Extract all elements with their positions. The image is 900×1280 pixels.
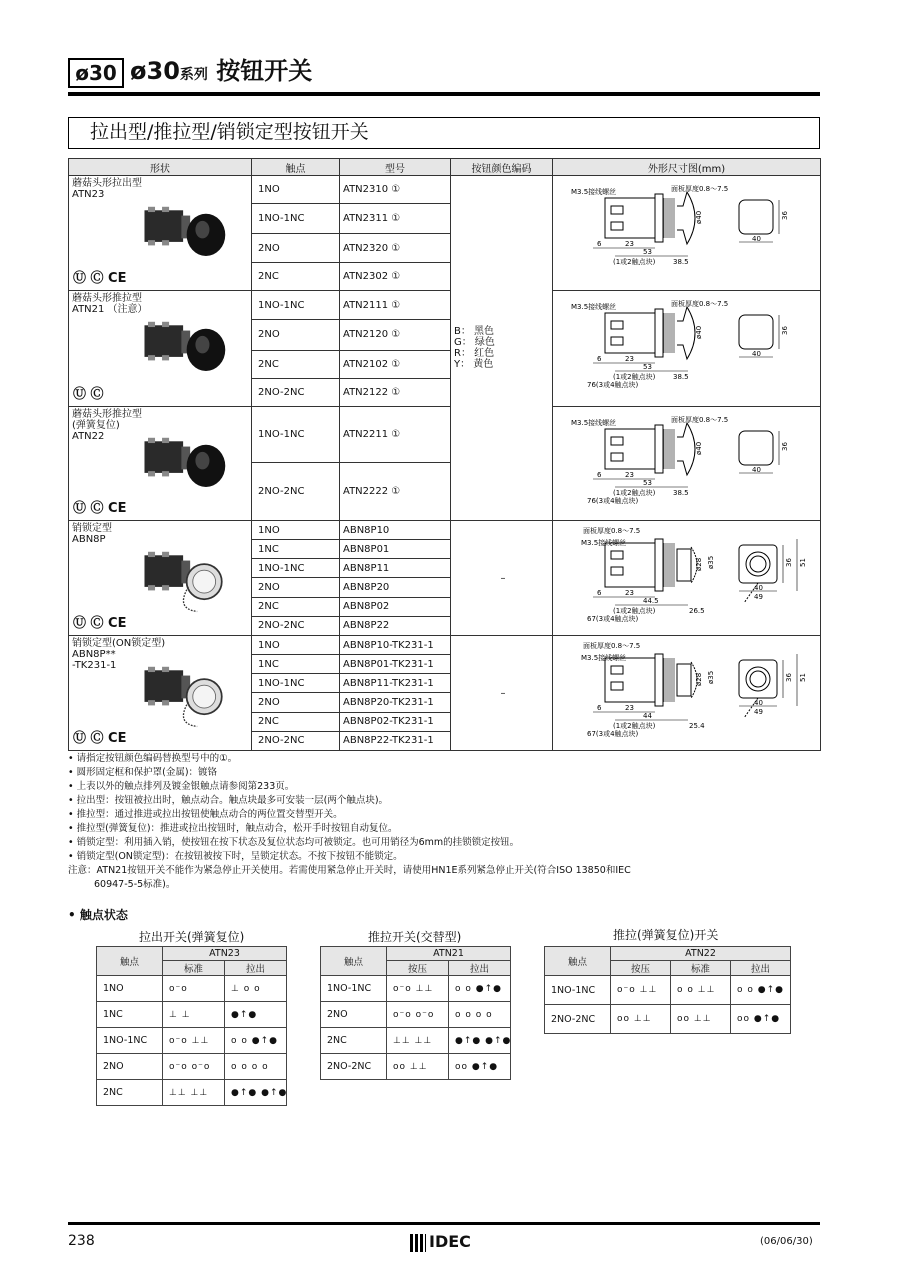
contact-cell: 2NC: [252, 712, 340, 731]
svg-text:M3.5接线螺丝: M3.5接线螺丝: [571, 303, 617, 311]
svg-text:23: 23: [625, 355, 634, 363]
contact-cell: 1NO: [252, 176, 340, 204]
svg-text:23: 23: [625, 240, 634, 248]
page-number: 238: [68, 1233, 95, 1249]
svg-text:(1或2触点块): (1或2触点块): [613, 489, 656, 497]
contact-label: 触点: [97, 947, 163, 976]
contact-cell: 1NC: [252, 540, 340, 559]
model-cell: ABN8P22: [340, 616, 451, 635]
contact-cell: 2NO-2NC: [252, 463, 340, 521]
shape-name: 销锁定型(ON锁定型) ABN8P** -TK231-1: [72, 638, 166, 671]
svg-text:67(3或4触点块): 67(3或4触点块): [587, 615, 639, 623]
cert-marks: Ⓤ Ⓒ CE: [73, 731, 127, 746]
cs-title-atn21: 推拉开关(交替型): [368, 930, 462, 944]
cert-marks: Ⓤ Ⓒ CE: [73, 616, 127, 631]
contact-state-heading: • 触点状态: [68, 908, 128, 922]
title-series: 系列: [179, 67, 208, 83]
svg-text:6: 6: [597, 240, 602, 248]
contact-label: 触点: [321, 947, 387, 976]
contact-symbol: oo ⊥⊥: [387, 1054, 449, 1080]
shape-name: 蘑菇头形推拉型 ATN21 （注意）: [72, 293, 148, 315]
table-row: [321, 1002, 511, 1028]
svg-text:ø40: ø40: [695, 441, 703, 455]
title-name: 按钮开关: [216, 57, 313, 85]
svg-text:6: 6: [597, 589, 602, 597]
dimension-drawing-cell: [553, 407, 821, 521]
shape-name: 蘑菇头形拉出型 ATN23: [72, 178, 142, 200]
svg-text:(1或2触点块): (1或2触点块): [613, 258, 656, 266]
contact-symbol: ⊥ o o: [225, 976, 287, 1002]
note-line: 60947-5-5标准)。: [94, 879, 176, 890]
cert-marks: Ⓤ Ⓒ CE: [73, 271, 127, 286]
svg-text:36: 36: [785, 673, 793, 682]
cert-marks: Ⓤ Ⓒ CE: [73, 501, 127, 516]
contact-symbol: o⁻o ⊥⊥: [387, 976, 449, 1002]
contact-symbol: ⊥ ⊥: [163, 1002, 225, 1028]
note-line: 注意：ATN21按钮开关不能作为紧急停止开关使用。若需使用紧急停止开关时，请使用HN1E系列紧急停止开关(符合ISO 13850和IEC: [68, 865, 631, 876]
state-header: 拉出: [225, 961, 287, 976]
table-row: [97, 1002, 287, 1028]
model-cell: ABN8P11-TK231-1: [340, 674, 451, 693]
model-cell: ATN2222 ①: [340, 463, 451, 521]
dimension-drawing: [553, 521, 821, 635]
contact-table-atn22: [544, 946, 791, 1034]
cs-title-atn23: 拉出开关(弹簧复位): [139, 930, 245, 944]
color-code-dash: –: [451, 636, 553, 751]
svg-text:36: 36: [785, 558, 793, 567]
svg-text:面板厚度0.8～7.5: 面板厚度0.8～7.5: [671, 185, 729, 193]
svg-text:ø28: ø28: [695, 672, 703, 686]
product-photo: [129, 658, 239, 730]
model-cell: ABN8P22-TK231-1: [340, 731, 451, 750]
state-header: 拉出: [449, 961, 511, 976]
contact-cell: 1NO-1NC: [252, 559, 340, 578]
contact-cell: 2NO: [252, 320, 340, 350]
contact-cell: 1NO-1NC: [252, 674, 340, 693]
contact-type: 2NO-2NC: [545, 1005, 611, 1034]
svg-text:36: 36: [781, 326, 789, 335]
model-cell: ATN2211 ①: [340, 407, 451, 463]
dimension-drawing-cell: [553, 291, 821, 407]
model-cell: ABN8P01-TK231-1: [340, 655, 451, 674]
color-code-cell: B： 黑色 G： 绿色 R： 红色 Y： 黄色: [451, 176, 553, 521]
model-cell: ABN8P20: [340, 578, 451, 597]
note-line: • 拉出型：按钮被拉出时，触点动合。触点块最多可安装一层(两个触点块)。: [68, 795, 389, 806]
svg-text:面板厚度0.8～7.5: 面板厚度0.8～7.5: [583, 642, 641, 650]
svg-text:51: 51: [799, 673, 807, 682]
svg-text:25.4: 25.4: [689, 722, 705, 730]
state-header: 拉出: [731, 961, 791, 976]
svg-text:23: 23: [625, 704, 634, 712]
svg-text:53: 53: [643, 363, 652, 371]
table-row: [97, 1054, 287, 1080]
contact-cell: 1NC: [252, 655, 340, 674]
model-cell: ABN8P10-TK231-1: [340, 636, 451, 655]
svg-text:53: 53: [643, 479, 652, 487]
contact-cell: 2NC: [252, 597, 340, 616]
svg-text:ø28: ø28: [695, 557, 703, 571]
table-row: [97, 976, 287, 1002]
contact-symbol: o o ●↑●: [449, 976, 511, 1002]
table-row: [97, 1028, 287, 1054]
svg-text:49: 49: [754, 593, 763, 601]
svg-text:36: 36: [781, 211, 789, 220]
shape-name: 销锁定型 ABN8P: [72, 523, 112, 545]
col-header-shape: 形状: [69, 159, 252, 176]
svg-text:ø35: ø35: [707, 555, 715, 569]
model-cell: ATN2310 ①: [340, 176, 451, 204]
contact-label: 触点: [545, 947, 611, 976]
model-header: ATN22: [611, 947, 791, 961]
svg-text:面板厚度0.8～7.5: 面板厚度0.8～7.5: [583, 527, 641, 535]
contact-symbol: oo ⊥⊥: [671, 1005, 731, 1034]
svg-text:49: 49: [754, 708, 763, 716]
table-row: [69, 521, 821, 540]
svg-text:(1或2触点块): (1或2触点块): [613, 722, 656, 730]
contact-symbol: o⁻o ⊥⊥: [611, 976, 671, 1005]
contact-symbol: o o o o: [225, 1054, 287, 1080]
dimension-drawing: [553, 636, 821, 750]
dimension-drawing-cell: [553, 636, 821, 751]
svg-text:M3.5接线螺丝: M3.5接线螺丝: [581, 539, 627, 547]
model-cell: ABN8P10: [340, 521, 451, 540]
product-photo: [129, 313, 239, 385]
svg-text:ø40: ø40: [695, 210, 703, 224]
idec-logo: IDEC: [410, 1232, 471, 1252]
contact-symbol: oo ●↑●: [731, 1005, 791, 1034]
svg-text:6: 6: [597, 471, 602, 479]
svg-text:6: 6: [597, 355, 602, 363]
contact-cell: 2NC: [252, 350, 340, 378]
shape-name: 蘑菇头形推拉型 (弹簧复位) ATN22: [72, 409, 142, 442]
contact-type: 2NC: [321, 1028, 387, 1054]
svg-text:67(3或4触点块): 67(3或4触点块): [587, 730, 639, 738]
contact-symbol: o⁻o: [163, 976, 225, 1002]
note-line: • 推拉型：通过推进或拉出按钮使触点动合的两位置交替型开关。: [68, 809, 343, 820]
model-cell: ABN8P02: [340, 597, 451, 616]
contact-symbol: ●↑● ●↑●: [225, 1080, 287, 1106]
table-row: [545, 1005, 791, 1034]
model-cell: ATN2122 ①: [340, 378, 451, 406]
contact-symbol: ⊥⊥ ⊥⊥: [387, 1028, 449, 1054]
table-row: [97, 1080, 287, 1106]
table-row: [321, 1028, 511, 1054]
col-header-model: 型号: [340, 159, 451, 176]
contact-symbol: o o ●↑●: [225, 1028, 287, 1054]
svg-text:M3.5接线螺丝: M3.5接线螺丝: [581, 654, 627, 662]
contact-symbol: o o ●↑●: [731, 976, 791, 1005]
title-main: ø30: [130, 57, 180, 85]
model-cell: ATN2320 ①: [340, 234, 451, 262]
model-cell: ATN2102 ①: [340, 350, 451, 378]
state-header: 按压: [387, 961, 449, 976]
model-cell: ATN2302 ①: [340, 262, 451, 290]
shape-cell: [69, 176, 252, 291]
svg-text:40: 40: [752, 350, 761, 358]
svg-text:76(3或4触点块): 76(3或4触点块): [587, 497, 639, 505]
svg-text:(1或2触点块): (1或2触点块): [613, 373, 656, 381]
contact-symbol: o⁻o o⁻o: [163, 1054, 225, 1080]
table-row: [69, 291, 821, 320]
note-line: • 推拉型(弹簧复位)：推进或拉出按钮时，触点动合，松开手时按钮自动复位。: [68, 823, 398, 834]
shape-cell: [69, 407, 252, 521]
contact-symbol: o⁻o o⁻o: [387, 1002, 449, 1028]
contact-cell: 2NC: [252, 262, 340, 290]
svg-text:面板厚度0.8～7.5: 面板厚度0.8～7.5: [671, 416, 729, 424]
contact-symbol: o⁻o ⊥⊥: [163, 1028, 225, 1054]
svg-text:44.5: 44.5: [643, 597, 659, 605]
table-row: [545, 976, 791, 1005]
section-title: 拉出型/推拉型/销锁定型按钮开关: [90, 121, 369, 143]
svg-text:6: 6: [597, 704, 602, 712]
contact-symbol: ●↑●: [225, 1002, 287, 1028]
svg-text:51: 51: [799, 558, 807, 567]
model-cell: ABN8P20-TK231-1: [340, 693, 451, 712]
svg-text:53: 53: [643, 248, 652, 256]
contact-cell: 2NO-2NC: [252, 378, 340, 406]
contact-type: 1NO: [97, 976, 163, 1002]
svg-text:(1或2触点块): (1或2触点块): [613, 607, 656, 615]
table-row: [69, 636, 821, 655]
dimension-drawing: [553, 176, 821, 290]
contact-symbol: ⊥⊥ ⊥⊥: [163, 1080, 225, 1106]
contact-symbol: o o o o: [449, 1002, 511, 1028]
svg-text:44: 44: [643, 712, 652, 720]
note-line: • 请指定按钮颜色编码替换型号中的①。: [68, 753, 238, 764]
model-cell: ATN2120 ①: [340, 320, 451, 350]
model-cell: ATN2111 ①: [340, 291, 451, 320]
contact-cell: 1NO-1NC: [252, 204, 340, 234]
contact-type: 1NO-1NC: [545, 976, 611, 1005]
table-row: [69, 407, 821, 463]
svg-text:26.5: 26.5: [689, 607, 705, 615]
contact-cell: 2NO: [252, 693, 340, 712]
cert-marks: Ⓤ Ⓒ: [73, 387, 104, 402]
contact-table-atn21: [320, 946, 511, 1080]
contact-type: 2NC: [97, 1080, 163, 1106]
dimension-drawing-cell: [553, 521, 821, 636]
contact-type: 1NO-1NC: [97, 1028, 163, 1054]
product-photo: [129, 429, 239, 501]
contact-type: 1NC: [97, 1002, 163, 1028]
dimension-drawing-cell: [553, 176, 821, 291]
contact-symbol: ●↑● ●↑●: [449, 1028, 511, 1054]
col-header-color: 按钮颜色编码: [451, 159, 553, 176]
svg-text:40: 40: [752, 466, 761, 474]
svg-text:40: 40: [754, 584, 763, 592]
model-cell: ABN8P02-TK231-1: [340, 712, 451, 731]
contact-cell: 2NO: [252, 578, 340, 597]
note-line: • 销锁定型(ON锁定型)：在按钮被按下时，呈锁定状态。不按下按钮不能锁定。: [68, 851, 403, 862]
table-row: [69, 176, 821, 204]
notes: [68, 752, 820, 892]
shape-cell: [69, 521, 252, 636]
state-header: 标准: [671, 961, 731, 976]
cs-title-atn22: 推拉(弹簧复位)开关: [613, 928, 719, 942]
contact-cell: 1NO-1NC: [252, 291, 340, 320]
contact-type: 2NO-2NC: [321, 1054, 387, 1080]
note-line: • 圆形固定框和保护罩(金属)：镀铬: [68, 767, 218, 778]
table-row: [321, 976, 511, 1002]
page-title: [130, 56, 312, 90]
svg-text:M3.5接线螺丝: M3.5接线螺丝: [571, 188, 617, 196]
contact-type: 2NO: [97, 1054, 163, 1080]
series-badge: ø30: [68, 58, 124, 88]
contact-symbol: oo ⊥⊥: [611, 1005, 671, 1034]
shape-cell: [69, 636, 252, 751]
print-date: (06/06/30): [760, 1236, 813, 1247]
model-header: ATN23: [163, 947, 287, 961]
model-cell: ABN8P01: [340, 540, 451, 559]
dimension-drawing: [553, 291, 821, 406]
contact-cell: 2NO-2NC: [252, 616, 340, 635]
note-line: • 销锁定型：利用插入销，使按钮在按下状态及复位状态均可被锁定。也可用销径为6mm的挂锁锁定按钮。: [68, 837, 520, 848]
state-header: 标准: [163, 961, 225, 976]
contact-type: 1NO-1NC: [321, 976, 387, 1002]
note-line: • 上表以外的触点排列及镀金银触点请参阅第233页。: [68, 781, 295, 792]
footer-rule: [68, 1222, 820, 1225]
contact-symbol: oo ●↑●: [449, 1054, 511, 1080]
product-table: [68, 158, 821, 751]
model-header: ATN21: [387, 947, 511, 961]
contact-cell: 2NO-2NC: [252, 731, 340, 750]
svg-text:面板厚度0.8～7.5: 面板厚度0.8～7.5: [671, 300, 729, 308]
svg-text:38.5: 38.5: [673, 258, 689, 266]
logo-bars-icon: [410, 1234, 426, 1252]
shape-cell: [69, 291, 252, 407]
contact-cell: 1NO: [252, 636, 340, 655]
svg-text:40: 40: [752, 235, 761, 243]
svg-text:38.5: 38.5: [673, 373, 689, 381]
product-photo: [129, 198, 239, 270]
color-code-dash: –: [451, 521, 553, 636]
svg-text:38.5: 38.5: [673, 489, 689, 497]
svg-text:M3.5接线螺丝: M3.5接线螺丝: [571, 419, 617, 427]
model-cell: ATN2311 ①: [340, 204, 451, 234]
contact-cell: 2NO: [252, 234, 340, 262]
svg-text:36: 36: [781, 442, 789, 451]
svg-text:ø40: ø40: [695, 325, 703, 339]
contact-cell: 1NO: [252, 521, 340, 540]
header-rule: [68, 92, 820, 96]
svg-text:23: 23: [625, 589, 634, 597]
contact-symbol: o o ⊥⊥: [671, 976, 731, 1005]
svg-text:40: 40: [754, 699, 763, 707]
model-cell: ABN8P11: [340, 559, 451, 578]
contact-type: 2NO: [321, 1002, 387, 1028]
col-header-contact: 触点: [252, 159, 340, 176]
svg-text:ø35: ø35: [707, 670, 715, 684]
product-photo: [129, 543, 239, 615]
table-row: [321, 1054, 511, 1080]
state-header: 按压: [611, 961, 671, 976]
contact-table-atn23: [96, 946, 287, 1106]
contact-cell: 1NO-1NC: [252, 407, 340, 463]
dimension-drawing: [553, 407, 821, 520]
col-header-dim: 外形尺寸图(mm): [553, 159, 821, 176]
svg-text:76(3或4触点块): 76(3或4触点块): [587, 381, 639, 389]
svg-text:23: 23: [625, 471, 634, 479]
